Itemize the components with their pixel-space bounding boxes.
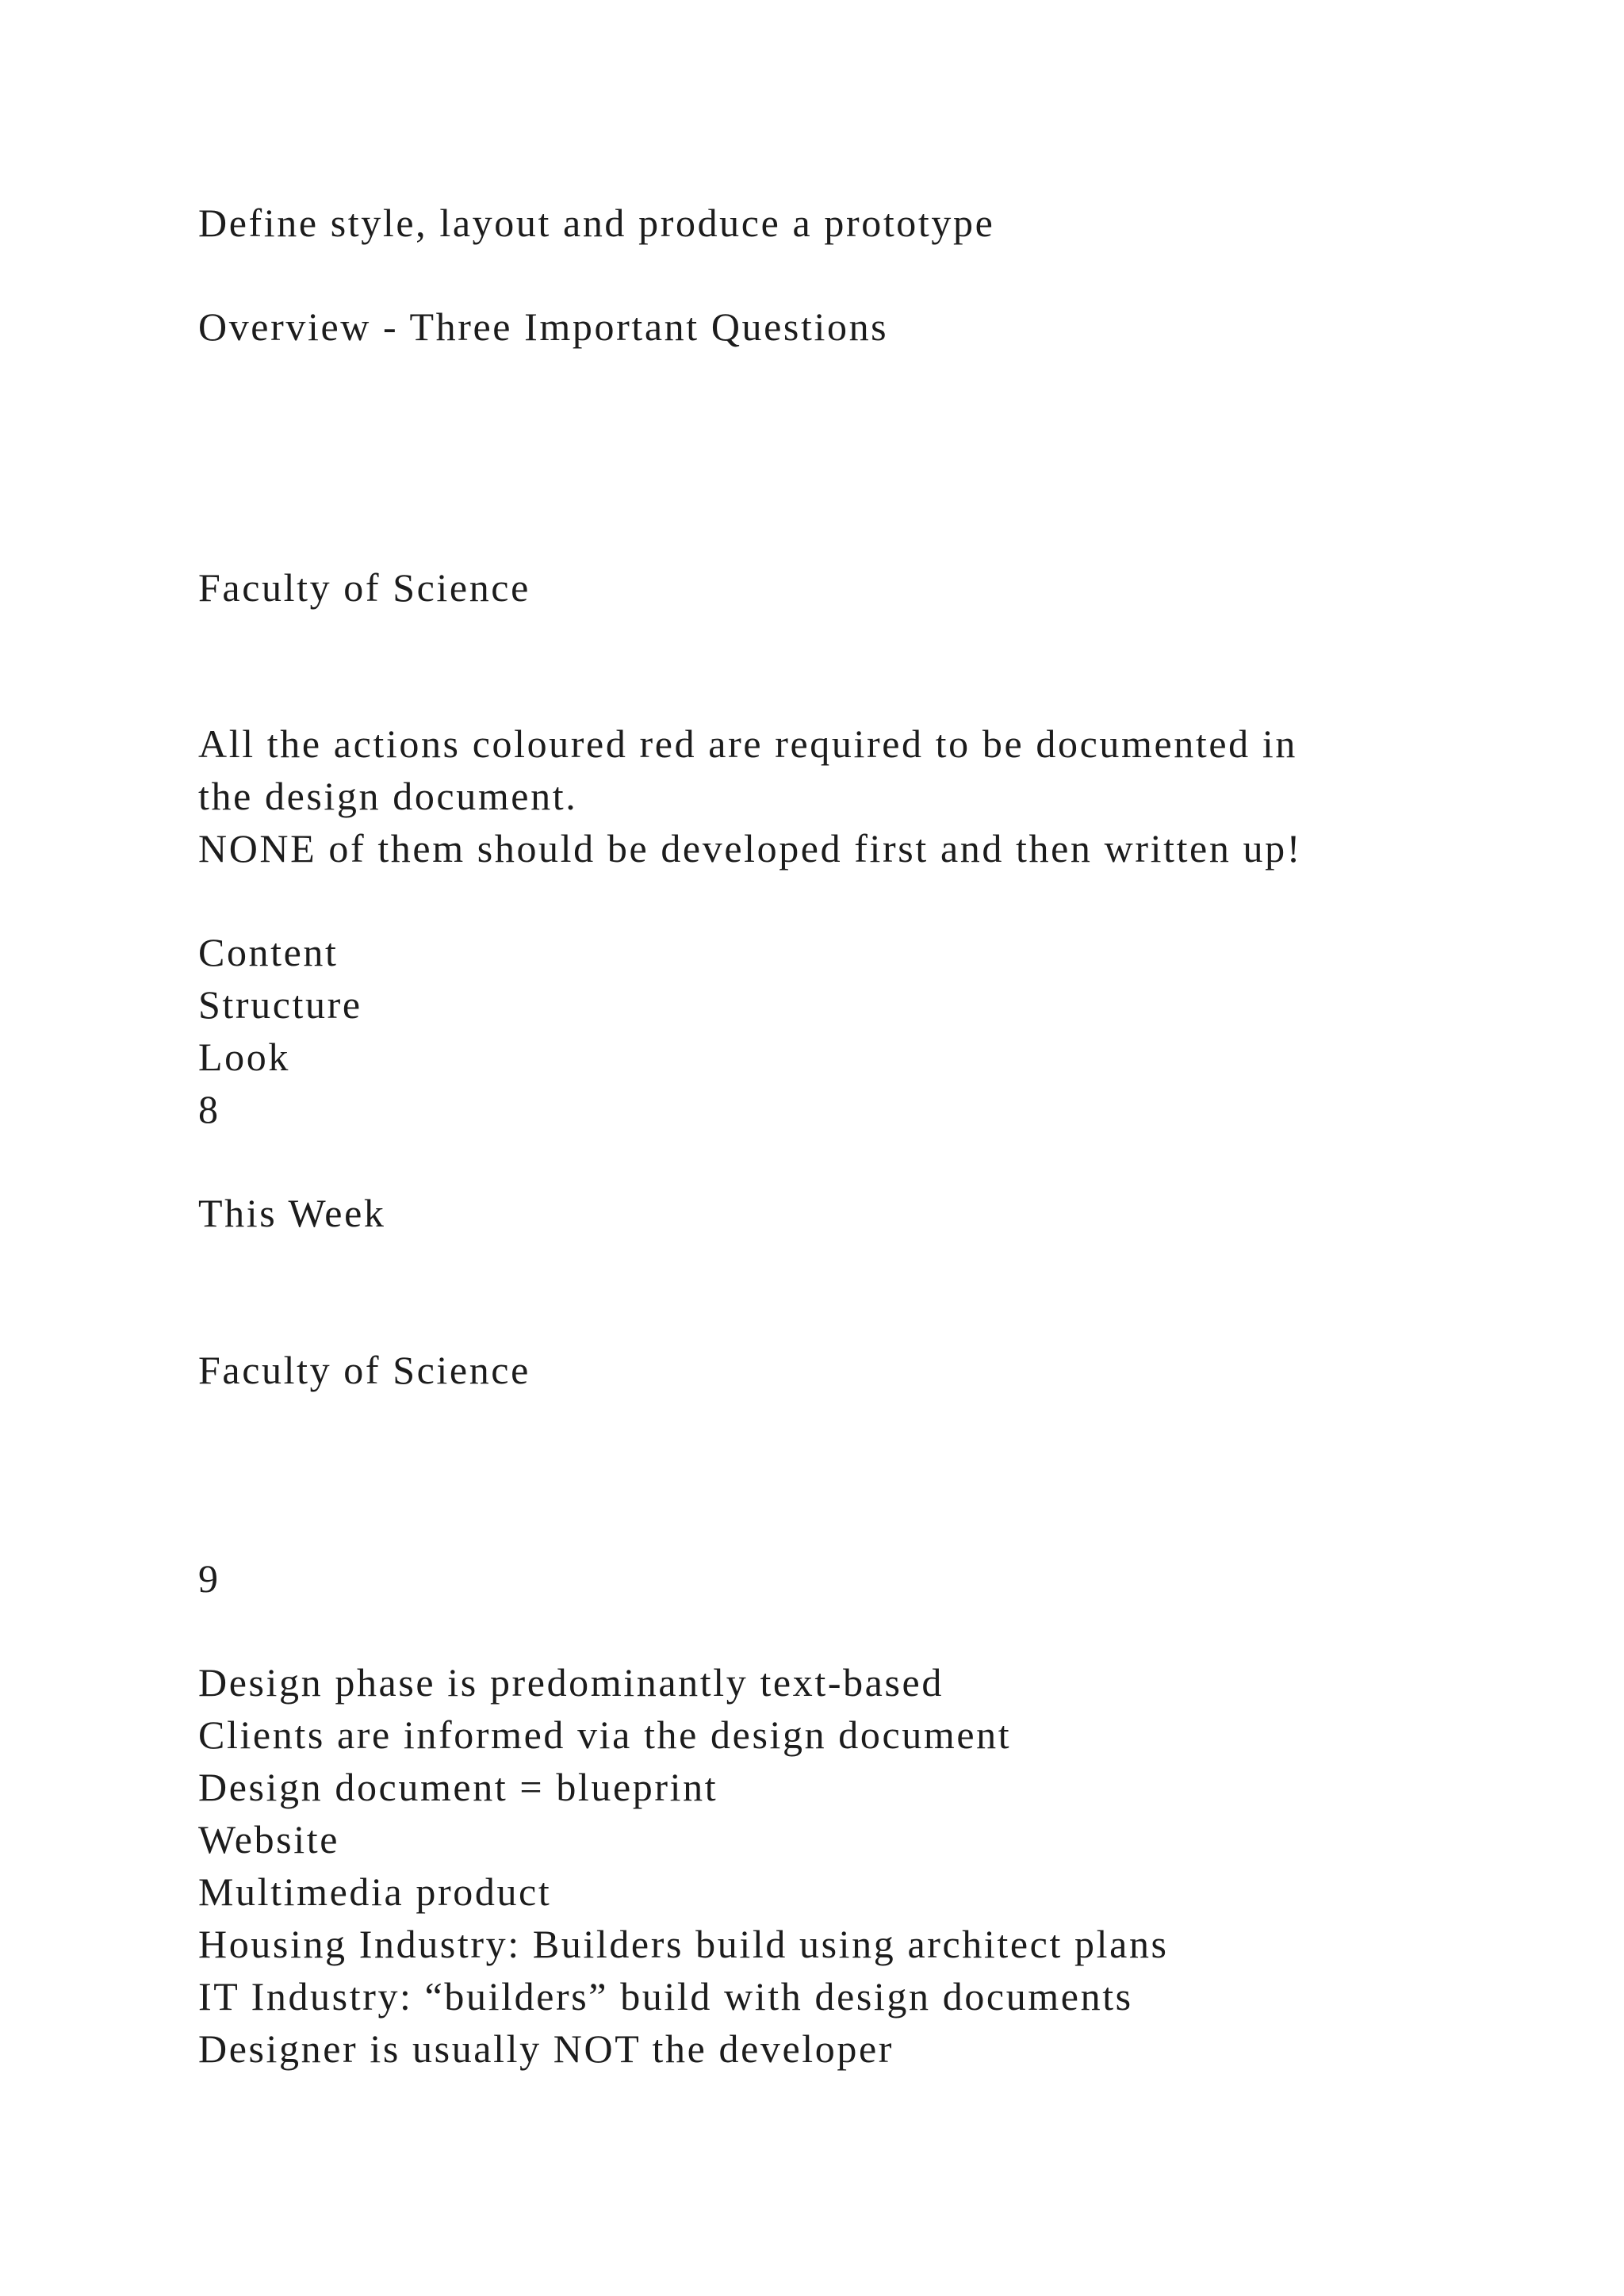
text-line: All the actions coloured red are required to be documented in xyxy=(198,721,1297,766)
list-item: Look xyxy=(198,1035,290,1079)
slide-number: 8 xyxy=(198,1087,220,1131)
heading-this-week: This Week xyxy=(198,1191,386,1235)
text-line: NONE of them should be developed first and then written up! xyxy=(198,826,1302,871)
list-item: Designer is usually NOT the developer xyxy=(198,2026,894,2071)
list-item: Multimedia product xyxy=(198,1869,552,1914)
list-item: Housing Industry: Builders build using architect plans xyxy=(198,1922,1169,1966)
heading-overview: Overview - Three Important Questions xyxy=(198,304,889,349)
text-line: the design document. xyxy=(198,774,578,818)
list-item: Design phase is predominantly text-based xyxy=(198,1660,944,1705)
list-item: IT Industry: “builders” build with design documents xyxy=(198,1974,1133,2019)
slide-number: 9 xyxy=(198,1556,220,1601)
list-item: Structure xyxy=(198,982,362,1027)
list-item: Website xyxy=(198,1817,340,1862)
faculty-label: Faculty of Science xyxy=(198,565,530,610)
heading-define-style: Define style, layout and produce a prototype xyxy=(198,201,995,245)
list-item: Design document = blueprint xyxy=(198,1765,718,1809)
list-item: Clients are informed via the design document xyxy=(198,1712,1012,1757)
list-item: Content xyxy=(198,930,339,974)
faculty-label: Faculty of Science xyxy=(198,1348,530,1392)
